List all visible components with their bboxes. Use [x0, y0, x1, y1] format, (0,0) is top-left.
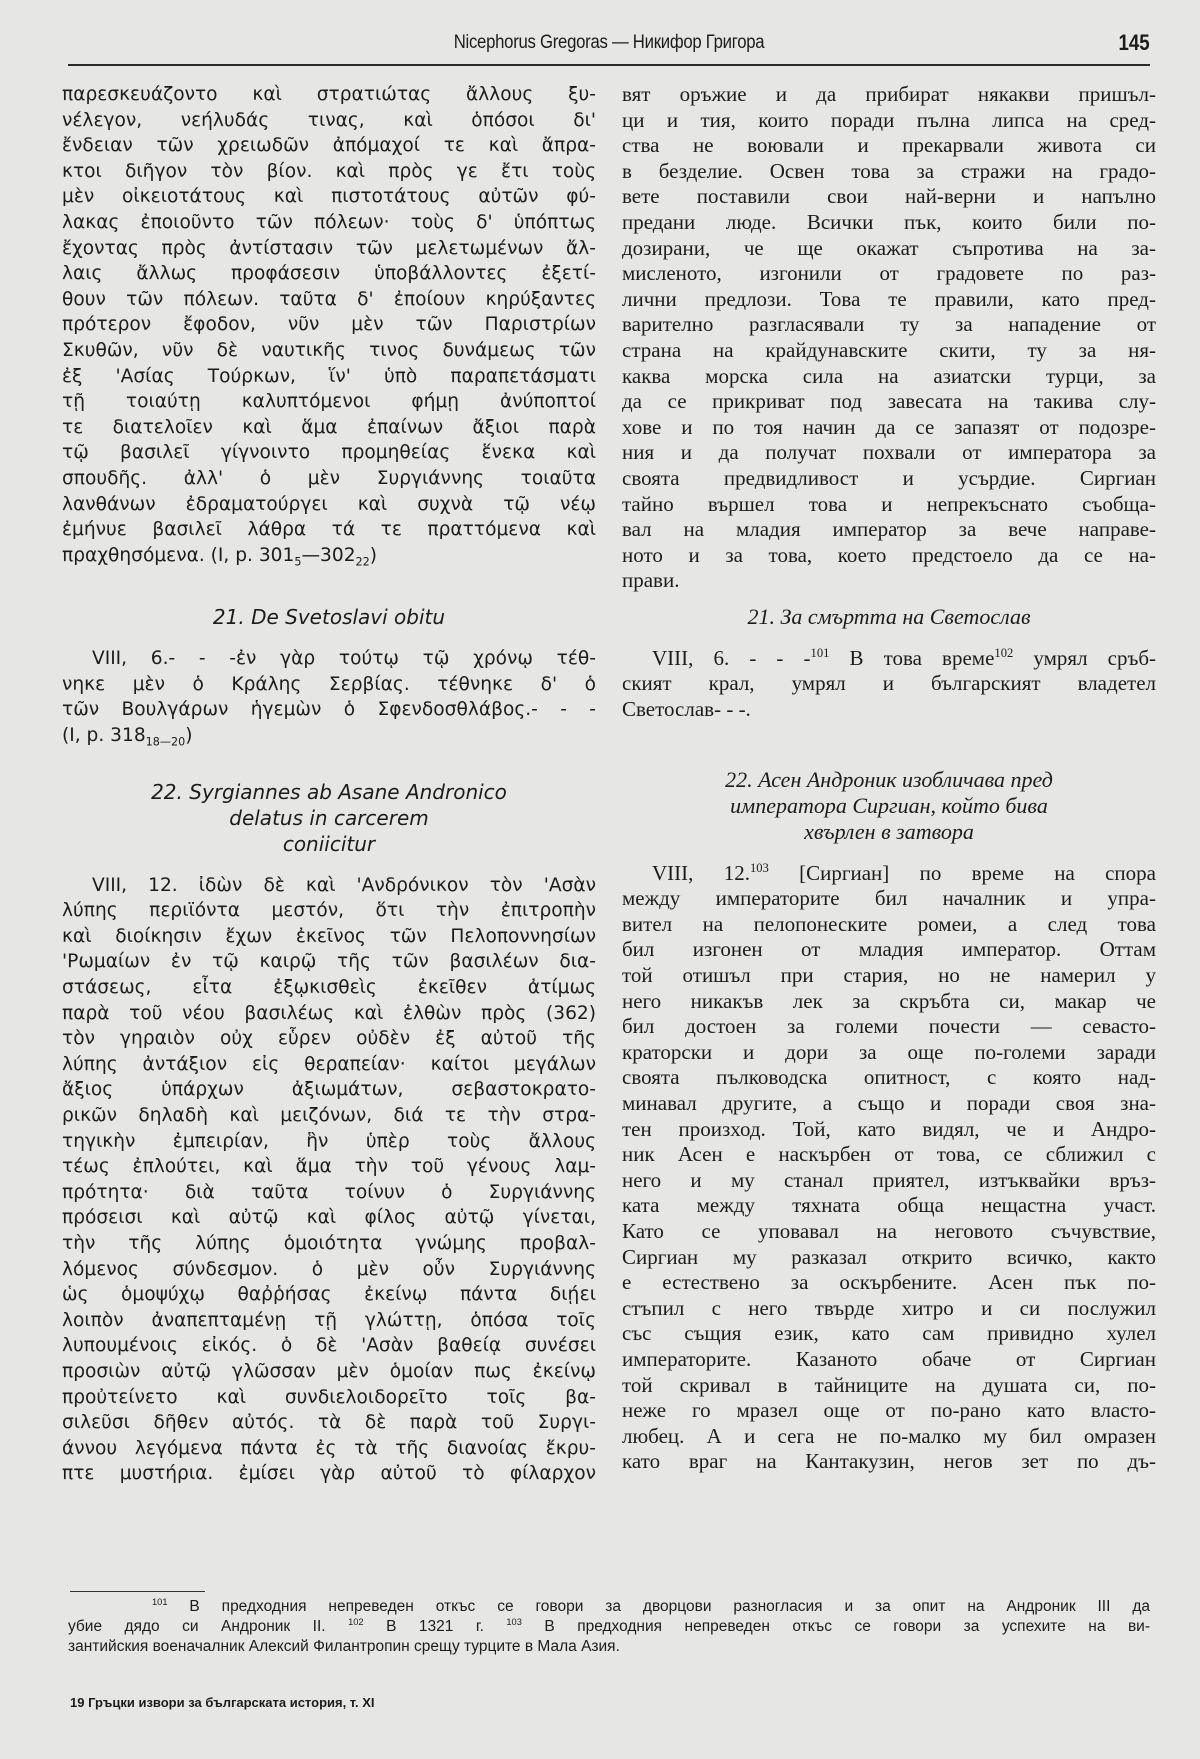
text-line: πρότερον ἔφοδον, νῦν μὲν τῶν Παριστρίων [62, 314, 596, 336]
text-line: вал на младия император за вече направе- [622, 517, 1156, 542]
text-line: ὡς ὁμοψύχῳ θαῤῥήσας ἐκείνῳ πάντα διῄει [62, 1284, 596, 1306]
text-line: τε διατελοῖεν καὶ ἅμα ἐπαίνων ἄξιοι παρὰ [62, 416, 596, 438]
text-line: варително разгласявали ту за нападение от [622, 312, 1156, 337]
footnotes [68, 1597, 1150, 1657]
text-line: λύπης περιϊόντα μεστόν, ὅτι τὴν ἐπιτροπὴν [62, 900, 596, 922]
text-line: със същия език, като сам привидно хулел [622, 1321, 1156, 1346]
text-line: τῷ βασιλεῖ γίγνοιντο προμηθείας ἕνεκα καὶ [62, 442, 596, 464]
text-line: προσιὼν αὐτῷ γλῶσσαν μὲν ὁμοίαν πως ἐκείνῳ [62, 1360, 596, 1382]
section-22-heading-bulgarian-3: хвърлен в затвора [804, 818, 974, 844]
text-line: τηγικὴν ἐμπειρίαν, ἣν ὑπὲρ τοὺς ἄλλους [62, 1130, 596, 1152]
citation-text: ) [369, 544, 378, 566]
text-line: λόμενος σύνδεσμον. ὁ μὲν οὖν Συργιάννης [62, 1258, 596, 1280]
footnote-text: В предходния непреведен откъс се говори за успехите на ви- [521, 1618, 1150, 1635]
text-line: λαις ἄλλως προφάσεσιν ὑποβάλλοντες ἐξετί- [62, 263, 596, 285]
text-line: предани люде. Всички пък, които били по- [622, 209, 1156, 234]
text-line: ния и да получат похвали от императора за [622, 440, 1156, 465]
text-line: вител на пелопонеските ромеи, а след това [622, 911, 1156, 936]
text-line: Σκυθῶν, νῦν δὲ ναυτικῆς τινος δυνάμεως τῶν [62, 339, 596, 361]
text-fragment: VIII, 6. - - - [652, 645, 811, 670]
text-line: ἔχοντας πρὸς ἀντίστασιν τῶν μελετωμένων ἄλ- [62, 237, 596, 259]
footnote-divider [70, 1591, 205, 1592]
text-line: λανθάνων ἐδραματούργει καὶ συχνὰ τῷ νέῳ [62, 493, 596, 515]
page-number: 145 [1118, 30, 1150, 55]
text-line: той отишъл при стария, но не намерил у [622, 963, 1156, 988]
text-line: λοιπὸν ἀναπεπταμένῃ τῇ γλώττῃ, ὁπόσα τοῖς [62, 1309, 596, 1331]
text-line: παρὰ τοῦ νέου βασιλέως καὶ ἐλθὼν πρὸς (362) [62, 1002, 596, 1024]
text-fragment: умрял сръб- [1013, 645, 1156, 670]
text-line: τὸν γηραιὸν οὐχ εὗρεν οὐδὲν ἐξ αὐτοῦ τῆς [62, 1028, 596, 1050]
text-line: τέως ἐπλούτει, καὶ ἅμα τὴν τοῦ γένους λαμ- [62, 1156, 596, 1178]
text-line: ἔνδειαν τῶν χρειωδῶν ἀπόμαχοί τε καὶ ἄπρα- [62, 135, 596, 157]
text-line: λυπουμένοις εἰκός. ὁ δὲ 'Ασὰν βαθείᾳ συνέσει [62, 1335, 596, 1357]
text-line: πρότητα· διὰ ταῦτα τοίνυν ὁ Συργιάννης [62, 1181, 596, 1203]
greek-section-21 [62, 646, 596, 748]
footnote-102-103 [68, 1617, 1150, 1637]
text-line: прави. [622, 568, 680, 593]
footnote-103-continued: зантийския военачалник Алексий Филантропин срещу турците в Мала Азия. [68, 1638, 620, 1655]
text-line: неже го мразел още от по-рано като власто- [622, 1398, 1156, 1423]
text-line: своята предвидливост и усърдие. Сиргиан [622, 465, 1156, 490]
text-line: σπουδῆς. ἀλλ' ὁ μὲν Συργιάννης τοιαῦτα [62, 467, 596, 489]
text-line: в безделие. Освен това за стражи на градо- [622, 158, 1156, 183]
text-line: минавал другите, а също и поради своя зна- [622, 1091, 1156, 1115]
text-line: вят оръжие и да прибират някакви пришъл- [622, 82, 1156, 106]
text-line: него и му станал приятел, изтъквайки връз- [622, 1167, 1156, 1192]
text-line: στάσεως, εἶτα ἐξῳκισθεὶς ἐκεῖθεν ἀτίμως [62, 977, 596, 999]
citation-line [62, 723, 596, 749]
bulgarian-paragraph-1 [622, 82, 1156, 594]
text-fragment: [Сиргиан] по време на спора [768, 860, 1156, 885]
text-line: VIII, 6.- - -ἐν γὰρ τούτῳ τῷ χρόνῳ τέθ- [92, 648, 596, 670]
text-line: προὐτείνετο καὶ συνδιελοιδορεῖτο τοῖς βα- [62, 1386, 596, 1408]
text-line: императорите. Казаното обаче от Сиргиан [622, 1346, 1156, 1371]
footnote-text: убие дядо си Андроник II. [68, 1618, 349, 1635]
text-line: каква морска сила на азиатски турци, за [622, 363, 1156, 388]
text-line: ἐξ 'Ασίας Τούρκων, ἵν' ὑπὸ παραπετάσματι [62, 365, 596, 387]
running-header [68, 30, 1150, 66]
footnote-number: 103 [506, 1616, 522, 1627]
footnote-text: В предходния непреведен откъс се говори за дворцови разногласия и за опит на Андроник III да [167, 1598, 1150, 1615]
greek-section-22 [62, 873, 596, 1487]
text-line: πρόσεισι καὶ αὐτῷ καὶ φίλος αὐτῷ γίνεται, [62, 1207, 596, 1229]
text-line: πτε μυστήρια. ἐμίσει γὰρ αὐτοῦ τὸ φίλαρχον [62, 1463, 596, 1485]
section-21-heading-latin: 21. De Svetoslavi obitu [212, 605, 446, 630]
text-line: μὲν οἰκειοτάτους καὶ πιστοτάτους αὐτῶν φύ- [62, 186, 596, 208]
citation-subscript: 5 [294, 555, 302, 569]
text-line: ства не воювали и прекарвали живота си [622, 133, 1156, 158]
text-line [622, 646, 1156, 672]
section-22-heading-bulgarian-2: императора Сиргиан, който бива [730, 792, 1048, 818]
text-line: ник Асен е наскърбен от това, се сближил с [622, 1142, 1156, 1167]
footnote-101 [68, 1597, 1150, 1617]
text-line: страна на крайдунавските скити, ту за ня- [622, 337, 1156, 362]
text-line: ρικῶν δηλαδὴ καὶ μειζόνων, διά τε τὴν στρα- [62, 1105, 596, 1126]
section-22-heading-bulgarian-1: 22. Асен Андроник изобличава пред [725, 766, 1053, 792]
text-line: νέλεγον, νεήλυδάς τινας, καὶ ὁπόσοι δι' [62, 109, 596, 131]
text-line: мисленото, изгонили от градовете по раз- [622, 261, 1156, 286]
text-line: стъпил с него твърде хитро и си послужил [622, 1295, 1156, 1320]
citation-line [62, 543, 596, 569]
section-22-heading-latin-2: delatus in carcerem [229, 805, 429, 830]
text-line: Светослав- - -. [622, 697, 751, 722]
bulgarian-section-21 [622, 646, 1156, 723]
footnote-number: 101 [152, 1596, 168, 1607]
text-line: любец. А и сега не по-малко му бил омразен [622, 1423, 1156, 1448]
text-line: краторски и дори за още по-големи заради [622, 1039, 1156, 1064]
citation-subscript: 22 [355, 555, 370, 569]
text-line: вете поставили свои най-верни и напълно [622, 184, 1156, 209]
text-line: ският крал, умрял и българският владетел [622, 671, 1156, 696]
text-line: 'Ρωμαίων ἐν τῷ καιρῷ τῆς τῶν βασιλέων δια- [62, 951, 596, 973]
text-line: σιλεῦσι δῆθεν αὐτός. τὰ δὲ παρὰ τοῦ Συργι- [62, 1412, 596, 1434]
section-21-heading-bulgarian: 21. За смъртта на Светослав [747, 603, 1031, 629]
section-22-heading-latin-3: coniicitur [282, 831, 376, 856]
text-line: ἄξιος ὑπάρχων ἀξιωμάτων, σεβαστοκρατο- [62, 1079, 596, 1101]
text-line: своята пълководска опитност, с която над- [622, 1065, 1156, 1090]
footnote-ref-101[interactable]: 101 [810, 645, 830, 660]
text-line: Като се уповавал на неговото съчувствие, [622, 1218, 1156, 1243]
text-line: ката между тяхната обща нещастна участ. [622, 1193, 1156, 1218]
text-line: τῇ τοιαύτῃ καλυπτόμενοι φήμῃ ἀνύποπτοί [62, 391, 596, 413]
printer-signature: 19 Гръцки извори за българската история, т. XI [70, 1695, 375, 1710]
text-fragment: VIII, 12. [652, 860, 750, 885]
citation-text: (I, p. 318 [62, 725, 146, 747]
bulgarian-section-22 [622, 861, 1156, 1475]
section-22-heading-latin-1: 22. Syrgiannes ab Asane Andronico [151, 779, 507, 804]
greek-column [62, 82, 596, 1487]
bulgarian-column [622, 82, 1156, 1475]
text-line: като враг на Кантакузин, негов зет по дъ- [622, 1449, 1156, 1474]
text-fragment: В това време [829, 645, 995, 670]
footnote-ref-103[interactable]: 103 [749, 860, 769, 875]
footnote-number: 102 [348, 1616, 364, 1627]
citation-text: —302 [301, 544, 356, 566]
text-line: тен произход. Той, като видял, че и Андро- [622, 1116, 1156, 1141]
greek-paragraph-1 [62, 82, 596, 568]
text-line: λύπης ἀντάξιον εἰς θεραπείαν· καίτοι μεγάλων [62, 1053, 596, 1075]
text-line: хове и по тоя начин да се запазят от подозре- [622, 414, 1156, 439]
text-line: τῶν Βουλγάρων ἡγεμὼν ὁ Σφενδοσθλάβος.- - - [62, 699, 596, 721]
text-line: άννου λεγόμενα πάντα ἐς τὰ τῆς διανοίας ἔκρυ- [62, 1437, 596, 1459]
text-line: καὶ διοίκησιν ἔχων ἐκεῖνος τῶν Πελοποννησίων [62, 925, 596, 947]
text-line: него никакъв лек за скръбта си, макар че [622, 988, 1156, 1013]
text-line: ното и за това, което предстоело да се на- [622, 542, 1156, 567]
text-line: е естествено за оскърбените. Асен пък по- [622, 1270, 1156, 1295]
text-line: Сиргиан му разказал открито всичко, както [622, 1244, 1156, 1269]
text-line: ци и тия, които поради пълна липса на сред- [622, 107, 1156, 132]
text-line: да се прикриват под завесата на такива слу- [622, 389, 1156, 414]
footnote-text: В 1321 г. [363, 1618, 507, 1635]
text-line: тайно вършел това и непрекъснато съобща- [622, 491, 1156, 516]
text-line: бил достоен за големи почести — севасто- [622, 1014, 1156, 1039]
text-line: между императорите бил началник и упра- [622, 886, 1156, 911]
text-line: κτοι διῆγον τὸν βίον. καὶ πρὸς γε ἔτι τοὺς [62, 160, 596, 182]
citation-subscript: 18—20 [145, 735, 186, 749]
footnote-ref-102[interactable]: 102 [994, 645, 1014, 660]
text-line: νηκε μὲν ὁ Κράλης Σερβίας. τέθνηκε δ' ὁ [62, 673, 596, 695]
citation-text: πραχθησόμενα. (I, p. 301 [62, 544, 295, 566]
text-line: τὴν τῆς λύπης ὁμοιότητα γνώμης προβαλ- [62, 1232, 596, 1254]
text-line: λακας ἐποιοῦντο τῶν πόλεων· τοὺς δ' ὑπόπτως [62, 211, 596, 233]
text-line: дозирани, че ще окажат съпротива на за- [622, 235, 1156, 260]
text-line: θουν τῶν πόλεων. ταῦτα δ' ἐποίουν κηρύξαντες [62, 288, 596, 310]
text-line: παρεσκευάζοντο καὶ στρατιώτας ἄλλους ξυ- [62, 84, 596, 105]
text-line: той скривал в тайниците на душата си, по- [622, 1372, 1156, 1397]
text-line: VIII, 12. ἰδὼν δὲ καὶ 'Ανδρόνικον τὸν 'Ασὰν [92, 874, 596, 896]
citation-text: ) [185, 725, 193, 747]
running-title: Nicephorus Gregoras — Никифор Григора [453, 32, 765, 53]
text-line: бил изгонен от младия император. Оттам [622, 937, 1156, 962]
text-line: лични предлози. Това те правили, като пред- [622, 286, 1156, 311]
text-line [622, 861, 1156, 887]
text-line: ἐμήνυε βασιλεῖ λάθρα τά τε πραττόμενα καὶ [62, 519, 596, 541]
